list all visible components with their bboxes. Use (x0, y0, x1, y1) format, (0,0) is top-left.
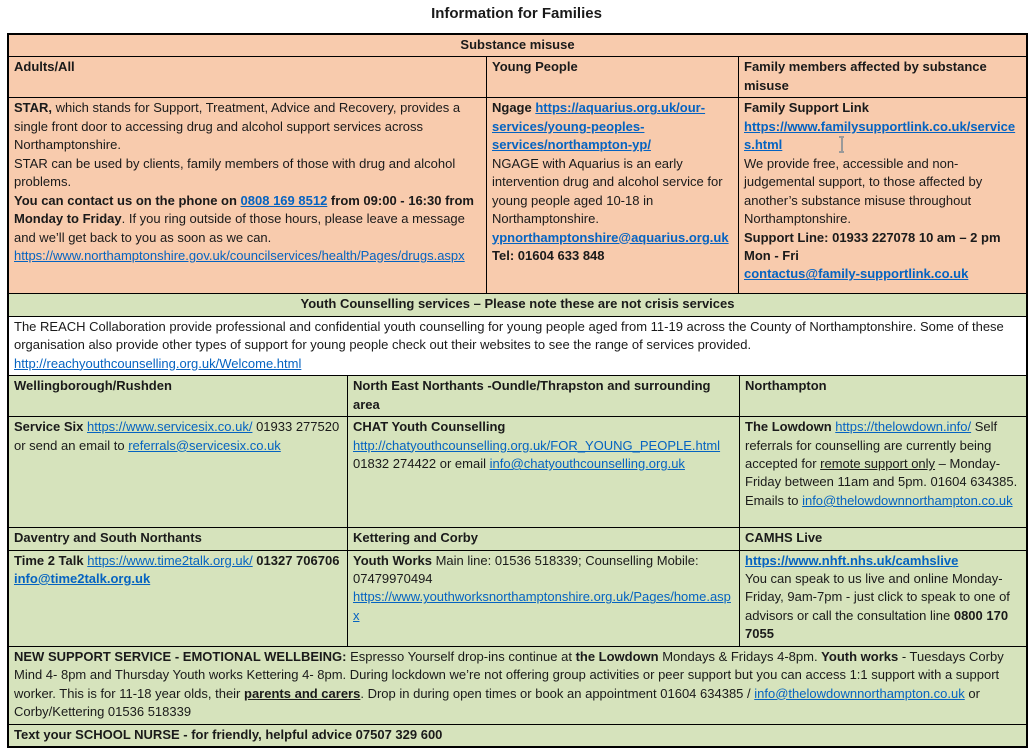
region-header-row-2 (9, 527, 1026, 549)
family-members-cell (738, 98, 1026, 293)
text-fragment: NEW SUPPORT SERVICE - EMOTIONAL WELLBEING: (14, 648, 351, 664)
text-fragment: . If you ring outside of those hours, please leave a message and we’ll get back to you as soon as we can. (14, 211, 465, 245)
reach-intro-row (9, 316, 1026, 375)
column-header-young-people: Young People (486, 57, 738, 97)
wellingborough-cell (9, 417, 347, 527)
region-header-row-1 (9, 375, 1026, 416)
text-fragment: The REACH Collaboration provide professional and confidential youth counselling for young people aged from 11-19 across the County of Northamptonshire. Some of these organisation also provide other types of support for young people check out their websites to see the range of services provided. (14, 318, 1004, 353)
text-fragment: CHAT Youth Counselling (353, 419, 506, 435)
north-east-northants-cell (347, 417, 739, 527)
young-people-cell (486, 98, 738, 293)
text-fragment: remote support only (820, 455, 936, 471)
text-fragment: or Corby/Kettering 01536 518339 (14, 685, 980, 720)
text-fragment: 0800 170 7055 (745, 607, 1009, 642)
new-support-service-cell (9, 647, 1026, 724)
text-fragment: Youth works (821, 648, 899, 664)
camhs-live-cell (739, 551, 1026, 646)
text-fragment: . Drop in during open times or book an appointment 01604 634385 / (360, 685, 755, 701)
text-fragment: Espresso Yourself drop-ins continue at (350, 648, 576, 664)
text-fragment: - Tuesdays Corby Mind 4- 8pm and Thursday Youth works Kettering 4- 8pm. During lockdown we’re not offering group activities or peer support but you can access 1:1 support with a support worker. This is for 11-18 year olds, their (14, 648, 1004, 701)
page-title: Information for Families (431, 5, 602, 22)
text-fragment: from 09:00 - 16:30 from Monday to Friday (14, 192, 474, 227)
column-header-family-members: Family members affected by substance misuse (738, 57, 1026, 97)
text-fragment: NGAGE with Aquarius is an early intervention drug and alcohol service for young people aged 10-18 in Northamptonshire. (492, 155, 723, 227)
text-fragment: Youth Works (353, 552, 432, 568)
text-fragment: – Monday-Friday between 11am and 5pm. 01604 634385. Emails to (745, 455, 1018, 508)
link[interactable]: referrals@servicesix.co.uk (128, 437, 281, 453)
substance-header-row (9, 56, 1026, 97)
column-header-north-east-northants: North East Northants -Oundle/Thrapston and surrounding area (347, 376, 739, 416)
link[interactable]: https://www.nhft.nhs.uk/camhslive (745, 552, 959, 568)
link[interactable]: info@thelowdownnorthampton.co.uk (802, 492, 1013, 508)
column-header-adults-all: Adults/All (9, 57, 486, 97)
adults-all-cell (9, 98, 486, 293)
text-fragment: 01933 277520 or send an email to (14, 419, 340, 453)
region-content-row-1 (9, 416, 1026, 527)
new-support-service-row (9, 646, 1026, 724)
text-fragment: Family Support Link (744, 100, 869, 116)
column-header-northampton: Northampton (739, 376, 1026, 416)
text-fragment: STAR can be used by clients, family members of those with drug and alcohol problems. (14, 155, 456, 190)
region-content-row-2 (9, 550, 1026, 646)
link[interactable]: http://chatyouthcounselling.org.uk/FOR_YOUNG_PEOPLE.html (353, 437, 721, 453)
text-fragment: Text your SCHOOL NURSE - for friendly, helpful advice 07507 329 600 (14, 726, 443, 742)
column-header-kettering-corby: Kettering and Corby (347, 528, 739, 549)
link[interactable]: 0808 169 8512 (240, 192, 328, 208)
text-fragment: Support Line: 01933 227078 10 am – 2 pm Mon - Fri (744, 229, 1001, 263)
link[interactable]: https://www.northamptonshire.gov.uk/councilservices/health/Pages/drugs.aspx (14, 247, 465, 263)
text-fragment: which stands for Support, Treatment, Advice and Recovery, provides a single front door to accessing drug and alcohol support services across Northamptonshire. (14, 100, 461, 153)
link[interactable]: https://www.servicesix.co.uk/ (87, 419, 253, 435)
daventry-cell (9, 551, 347, 646)
link[interactable]: info@thelowdownnorthampton.co.uk (754, 685, 965, 701)
information-table (7, 33, 1028, 748)
text-fragment: 01327 706706 (252, 552, 340, 568)
link[interactable]: info@chatyouthcounselling.org.uk (489, 455, 685, 471)
link[interactable]: contactus@family-supportlink.co.uk (744, 266, 969, 282)
text-fragment: You can speak to us live and online Monday-Friday, 9am-7pm - just click to speak to one of advisors or call the consultation line (745, 570, 1010, 623)
text-fragment: parents and carers (244, 685, 361, 701)
column-header-daventry: Daventry and South Northants (9, 528, 347, 549)
text-fragment: Tel: 01604 633 848 (492, 247, 605, 263)
text-fragment: Ngage (492, 100, 536, 116)
link[interactable]: https://aquarius.org.uk/our-services/young-peoples-services/northampton-yp/ (492, 100, 706, 153)
substance-content-row (9, 97, 1026, 293)
text-fragment: STAR, (14, 100, 53, 116)
link[interactable]: ypnorthamptonshire@aquarius.org.uk (492, 229, 729, 245)
text-fragment: 01832 274422 or email (353, 455, 490, 471)
school-nurse-cell (9, 725, 1026, 746)
column-header-wellingborough: Wellingborough/Rushden (9, 376, 347, 416)
text-fragment: You can contact us on the phone on (14, 192, 241, 208)
text-fragment: the Lowdown (575, 648, 659, 664)
link[interactable]: http://reachyouthcounselling.org.uk/Welcome.html (14, 355, 302, 371)
reach-intro-cell (9, 317, 1026, 375)
link[interactable]: https://www.youthworksnorthamptonshire.org.uk/Pages/home.aspx (353, 589, 731, 623)
kettering-corby-cell (347, 551, 739, 646)
youth-counselling-band-label: Youth Counselling services – Please note these are not crisis services (300, 296, 735, 312)
text-fragment: Service Six (14, 419, 87, 435)
text-fragment: Self referrals for counselling are currently being accepted for (745, 419, 998, 471)
text-fragment: We provide free, accessible and non-judgemental support, to those affected by another’s substance misuse throughout Northamptonshire. (744, 155, 983, 227)
text-fragment: The Lowdown (745, 419, 836, 435)
link[interactable]: https://thelowdown.info/ (835, 419, 972, 435)
text-fragment: Mondays & Fridays 4-8pm. (658, 648, 822, 664)
link[interactable]: info@time2talk.org.uk (14, 570, 151, 586)
link[interactable]: https://www.familysupportlink.co.uk/services.html (744, 118, 1016, 153)
text-fragment: Time 2 Talk (14, 552, 88, 568)
text-fragment: Main line: 01536 518339; Counselling Mobile: 07479970494 (353, 552, 699, 586)
school-nurse-row (9, 724, 1026, 746)
youth-counselling-band (9, 293, 1026, 315)
northampton-cell (739, 417, 1026, 527)
substance-misuse-band (9, 35, 1026, 56)
column-header-camhs-live: CAMHS Live (739, 528, 1026, 549)
substance-misuse-band-label: Substance misuse (460, 37, 575, 52)
link[interactable]: https://www.time2talk.org.uk/ (87, 552, 253, 568)
